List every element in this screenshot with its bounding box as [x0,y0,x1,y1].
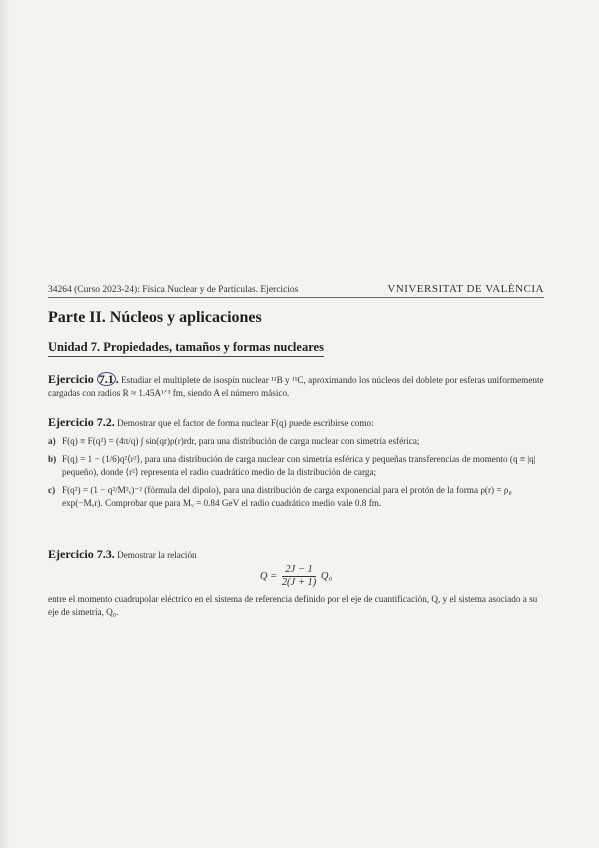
page-header [48,283,544,295]
part-title: Parte II. Núcleos y aplicaciones [48,309,262,326]
exercise-title: Ejercicio 7.1 . [48,372,119,386]
exercise-item-c [48,484,544,510]
scan-edge-shadow [0,0,10,848]
quadrupole-formula: Q = $\frac{2J - 1}{2(J + 1)}$ Q₀ [259,564,333,588]
item-text: F(q) ≡ F(q²) = (4π/q) ∫ sin(qr)ρ(r)rdr, para una distribución de carga nuclear con simetría esférica; [62,436,420,446]
exercise-7-1 [48,372,544,400]
exercise-title: Ejercicio 7.3. [48,547,115,561]
formula-fraction: $\frac{2J - 1}{2(J + 1)}$ [281,564,317,588]
item-label: b) [48,454,57,464]
course-header: 34264 (Curso 2023-24): Física Nuclear y de Partículas. Ejercicios [48,285,299,295]
header-rule [48,297,544,298]
exercise-item-b [48,453,544,479]
circled-number: 7.1 [98,372,114,386]
exercise-text: Estudiar el multiplete de isospín nuclear ¹¹B y ¹¹C, aproximando los núcleos del doblete por esferas uniformemente cargadas con radios R ≈ 1.45A¹ᐟ³ fm, siendo A el número másico. [48,375,544,398]
university-logo-text: VNIVERSITAT DE VALÈNCIA [387,283,544,295]
exercise-7-2 [48,416,544,510]
exercise-7-3 [48,548,544,619]
item-text: F(q²) = (1 − q²/M²ᵥ)⁻² (fórmula del dipolo), para una distribución de carga exponencial para el protón de la forma ρ(r) = ρ₀ exp(−Mᵥr). Comprobar que para Mᵥ = 0.84 GeV el radio cuadrático medio vale 0.8 fm. [62,485,512,508]
exercise-item-a [48,435,544,448]
exercise-intro: Demostrar que el factor de forma nuclear F(q) puede escribirse como: [117,418,374,428]
exercise-intro: Demostrar la relación [117,550,197,560]
item-label: a) [48,436,56,446]
exercise-title: Ejercicio 7.2. [48,415,115,429]
unit-title: Unidad 7. Propiedades, tamaños y formas nucleares [48,340,324,357]
item-text: F(q) = 1 − (1/6)q²⟨r²⟩, para una distribución de carga nuclear con simetría esférica y pequeñas transferencias de momento (q ≡ |q| pequeño), donde ⟨r²⟩ representa el radio cuadrático medio de la distribución de carga; [62,454,536,477]
exercise-text: entre el momento cuadrupolar eléctrico en el sistema de referencia definido por el eje de cuantificación, Q, y el sistema asociado a su eje de simetría, Q₀. [48,594,538,617]
item-label: c) [48,485,56,495]
